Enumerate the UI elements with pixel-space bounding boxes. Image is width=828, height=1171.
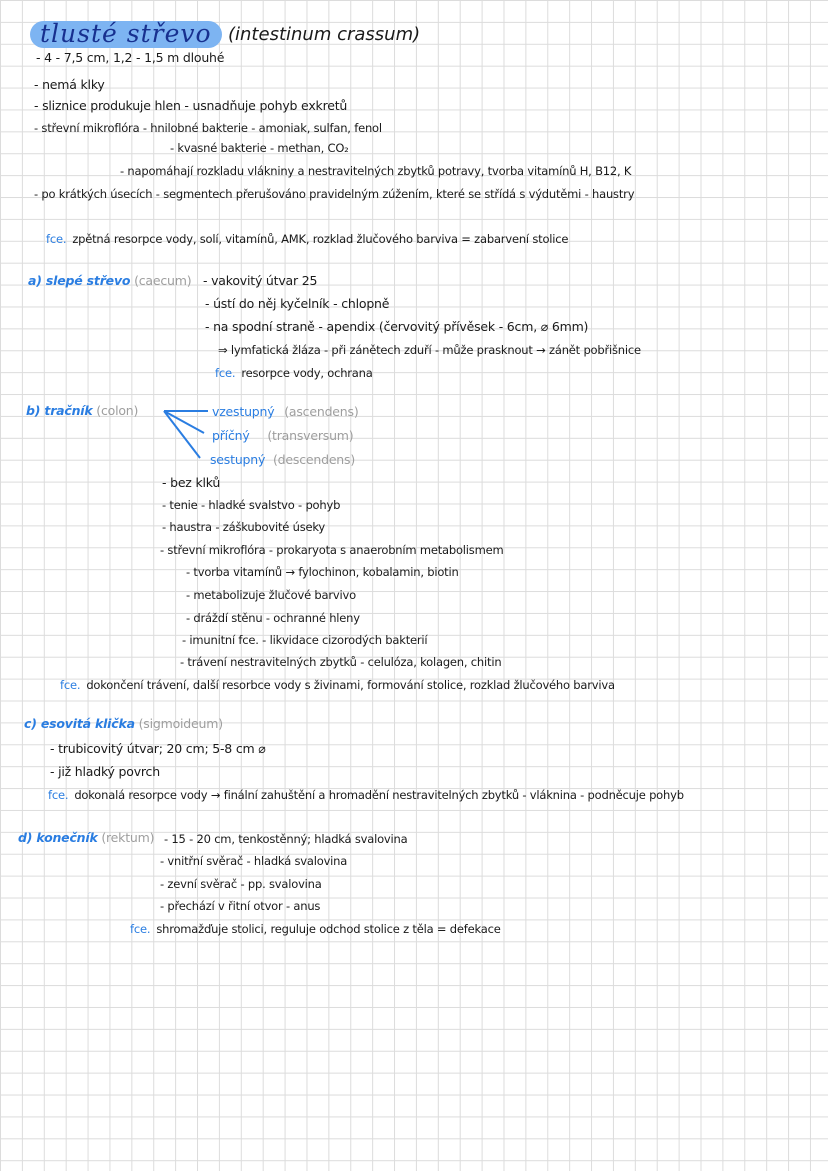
section-b-latin: (colon) (96, 403, 139, 418)
branch-latin: (descendens) (272, 452, 356, 467)
section-b-subitem: - metabolizuje žlučové barvivo (186, 588, 356, 602)
section-b-function (60, 677, 615, 693)
section-a-item: - ústí do něj kyčelník - chlopně (205, 296, 390, 311)
section-a-latin: (caecum) (134, 273, 192, 288)
section-c-heading (24, 716, 223, 732)
colon-branch (212, 404, 359, 420)
colon-branch (212, 428, 353, 444)
section-c-label: c) esovitá klička (24, 716, 135, 731)
fce-label: fce. (60, 678, 81, 692)
branch-latin: (transversum) (267, 428, 354, 443)
section-b-label: b) tračník (26, 403, 93, 418)
section-c-item: - již hladký povrch (50, 764, 160, 779)
branch-name: příčný (212, 428, 250, 443)
intro-line: - 4 - 7,5 cm, 1,2 - 1,5 m dlouhé (36, 50, 225, 65)
section-b-subitem: - imunitní fce. - likvidace cizorodých bakterií (182, 633, 428, 647)
intro-line: - střevní mikroflóra - hnilobné bakterie - amoniak, sulfan, fenol (34, 121, 382, 135)
section-b-subitem: - dráždí stěnu - ochranné hleny (186, 611, 360, 625)
section-a-label: a) slepé střevo (28, 273, 131, 288)
section-d-heading (18, 830, 154, 846)
fce-label: fce. (215, 366, 236, 380)
fce-text: dokonalá resorpce vody → finální zahuštění a hromadění nestravitelných zbytků - vláknina - podněcuje pohyb (74, 788, 684, 802)
section-d-item: - zevní svěrač - pp. svalovina (160, 877, 322, 891)
section-d-label: d) konečník (18, 830, 98, 845)
section-d-function (130, 921, 501, 937)
fce-label: fce. (130, 922, 151, 936)
section-c-latin: (sigmoideum) (138, 716, 223, 731)
section-d-item: - 15 - 20 cm, tenkostěnný; hladká svalovina (164, 832, 408, 846)
intro-line: - kvasné bakterie - methan, CO₂ (170, 141, 349, 155)
fce-text: dokončení trávení, další resorbce vody s živinami, formování stolice, rozklad žlučového barviva (86, 678, 615, 692)
section-c-function (48, 787, 684, 803)
intro-line: - po krátkých úsecích - segmentech přerušováno pravidelným zúžením, které se střídá s výdutěmi - haustry (34, 187, 635, 201)
section-d-item: - přechází v řitní otvor - anus (160, 899, 321, 913)
fce-label: fce. (48, 788, 69, 802)
section-b-item: - bez klků (162, 475, 221, 490)
page-title: tlusté střevo (40, 19, 212, 48)
section-b-item: - tenie - hladké svalstvo - pohyb (162, 498, 341, 512)
branch-latin: (ascendens) (284, 404, 359, 419)
colon-branch (210, 452, 355, 468)
section-a-item: ⇒ lymfatická žláza - při zánětech zduří - může prasknout → zánět pobřišnice (218, 343, 641, 357)
section-b-item: - střevní mikroflóra - prokaryota s anaerobním metabolismem (160, 543, 504, 557)
page-title-latin: (intestinum crassum) (228, 24, 421, 45)
section-a-item: - na spodní straně - apendix (červovitý přívěsek - 6cm, ⌀ 6mm) (205, 319, 589, 334)
section-b-subitem: - tvorba vitamínů → fylochinon, kobalamin, biotin (186, 565, 459, 579)
branch-name: sestupný (210, 452, 266, 467)
intro-line: - napomáhají rozkladu vlákniny a nestravitelných zbytků potravy, tvorba vitamínů H, B12, K (120, 164, 632, 178)
section-b-subitem: - trávení nestravitelných zbytků - celulóza, kolagen, chitin (180, 655, 502, 669)
intro-line: - sliznice produkuje hlen - usnadňuje pohyb exkretů (34, 98, 348, 113)
fce-text: resorpce vody, ochrana (241, 366, 373, 380)
intro-line: - nemá klky (34, 77, 105, 92)
section-b-item: - haustra - záškubovité úseky (162, 520, 326, 534)
fce-text: shromažďuje stolici, reguluje odchod stolice z těla = defekace (156, 922, 501, 936)
fce-label: fce. (46, 232, 67, 246)
fce-text: zpětná resorpce vody, solí, vitamínů, AMK, rozklad žlučového barviva = zabarvení stolice (72, 232, 569, 246)
section-d-latin: (rektum) (101, 830, 155, 845)
branch-name: vzestupný (212, 404, 275, 419)
section-a-item: - vakovitý útvar 25 (203, 273, 318, 288)
section-c-item: - trubicovitý útvar; 20 cm; 5-8 cm ⌀ (50, 741, 266, 756)
section-d-item: - vnitřní svěrač - hladká svalovina (160, 854, 348, 868)
